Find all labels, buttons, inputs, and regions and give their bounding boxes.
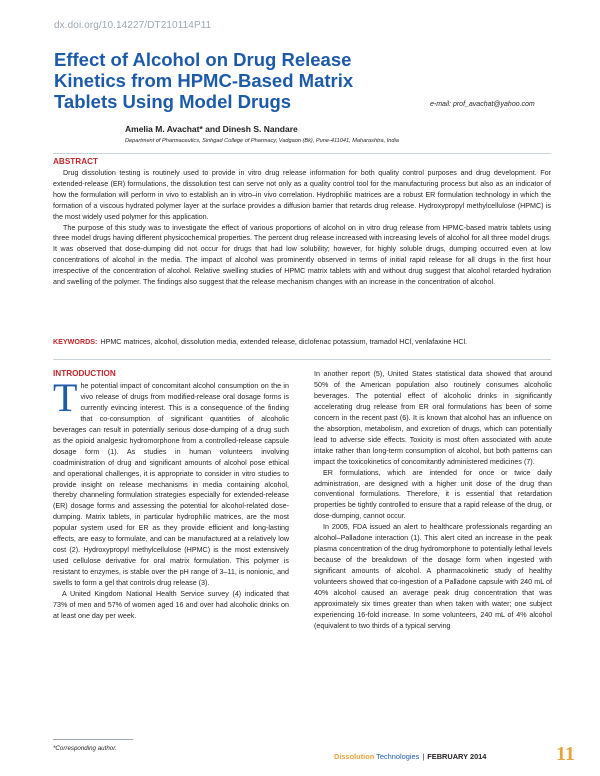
author-list: Amelia M. Avachat* and Dinesh S. Nandare [125,124,298,134]
body-paragraph: In 2005, FDA issued an alert to healthcare professionals regarding an alcohol–Palladone interaction (1). This alert cited an increase in the peak plasma concentration of the drug hydromorphone to potentially lethal levels because of the breakdown of the dosage form when ingested with significant amounts of alcohol. A pharmacokinetic study of healthy volunteers showed that co-ingestion of a Palladone capsule with 240 mL of 40% alcohol caused an average peak drug concentration that was approximately six times greater than when taken with water; one subject experiencing 16-fold increase. In some volunteers, 240 mL of 4% alcohol (equivalent to two thirds of a typical serving [314,523,552,630]
journal-footer: Dissolution Technologies | FEBRUARY 2014 [334,752,487,761]
body-paragraph: The potential impact of concomitant alcohol consumption on the in vivo release of drugs from modified-release oral dosage forms is currently evincing interest. This is a consequence of the finding that co-consumption of significant quantities of alcoholic beverages can result in potentially serious dose-dumping of a drug such as the opioid analgesic hydromorphone from a controlled-release capsule dosage form (1). As studies in human volunteers involving coadministration of drug and significant amounts of alcohol pose ethical and operational challenges, it is appropriate to consider in vitro studies to provide insight on release mechanisms in media containing alcohol, thereby channeling formulation strategies especially for extended-release (ER) dosage forms and assessing the potential for alcohol-related dose-dumping. Matrix tablets, in particular hydrophilic matrices, are the most popular system used for ER as they provide efficient and long-lasting effects, are easy to formulate, and can be manufactured at a relatively low cost (2). Hydroxypropyl methylcellulose (HPMC) is the most extensively used cellulose derivative for oral matrix formulation. This polymer is resistant to enzymes, is stable over the pH range of 3–11, is nonionic, and swells to form a gel that controls drug release (3). [53,374,289,588]
journal-brand: Dissolution [334,752,375,761]
corresponding-email[interactable]: e-mail: prof_avachat@yahoo.com [430,101,535,108]
body-paragraph: In another report (5), United States statistical data showed that around 50% of the American population also routinely consumes alcoholic beverages. The potential effect of alcoholic drinks in significantly accelerating drug release from ER oral formulations has been of some concern in the recent past (6). It is known that alcohol has an influence on the absorption, metabolism, and excretion of drugs, which can potentially lead to adverse side effects. Toxicity is most often associated with acute intake rather than long-term consumption of alcohol, but both patterns can impact the toxicokinetics of concomitantly administered medicines (7). [314,370,552,466]
page-number: 11 [556,743,575,765]
keywords-text: HPMC matrices, alcohol, dissolution media, extended release, diclofenac potassium, tramadol HCl, venlafaxine HCl. [100,338,468,346]
body-paragraph: A United Kingdom National Health Service survey (4) indicated that 73% of men and 57% of women aged 16 and over had alcoholic drinks on at least one day per week. [53,590,289,620]
drop-cap: T [53,374,78,420]
abstract-paragraph: Drug dissolution testing is routinely used to provide in vitro drug release information for both quality control purposes and drug development. For extended-release (ER) formulations, the dissolution test can serve not only as a quality control tool for the manufacturing process but also as an indicator of how the formulation will perform in vivo to establish an in vitro–in vivo correlation. Hydrophilic matrices are a robust ER formulation technology in which the formation of a viscous hydrated polymer layer at the surface provides a diffusion barrier that retards drug release. Hydroxypropyl methylcellulose (HPMC) is the most widely used polymer for this application. [53,169,551,221]
doi-link[interactable]: dx.doi.org/10.14227/DT210114P11 [54,20,212,31]
abstract-heading: ABSTRACT [53,157,99,166]
corresponding-author-footnote: *Corresponding author. [53,745,117,752]
right-column [314,369,552,632]
issue-date: FEBRUARY 2014 [427,752,487,761]
introduction-heading: INTRODUCTION [53,369,116,378]
keywords-line [53,338,551,346]
section-divider [53,359,551,360]
abstract-paragraph: The purpose of this study was to investigate the effect of various proportions of alcohol on in vitro drug release from HPMC-based matrix tablets using three model drugs having different physicochemical properties. The percent drug release increased with increasing levels of alcohol for all three model drugs. It was observed that dose-dumping did not occur for drugs that had low solubility; however, for highly soluble drugs, dumping occurred even at low concentrations of alcohol in the media. The impact of alcohol was prominently observed in terms of initial rapid release for all drugs in the first hour irrespective of the concentration of alcohol. Relative swelling studies of HPMC matrix tablets with and without drug suggest that alcohol retarded hydration and swelling of the polymer. The findings also suggest that the release mechanism changes with an increase in the concentration of alcohol. [53,223,551,287]
article-title: Effect of Alcohol on Drug Release Kinetics from HPMC-Based Matrix Tablets Using Model Drugs [54,49,354,112]
journal-brand-rest: Technologies [376,752,420,761]
footnote-divider [53,739,133,740]
keywords-label: KEYWORDS: [53,338,98,346]
body-paragraph: ER formulations, which are intended for once or twice daily administration, are designed with a higher unit dose of the drug than conventional formulations. Therefore, it is essential that retardation properties be tightly controlled to ensure that a rapid release of the drug, or dose-dumping, cannot occur. [314,468,552,521]
abstract-body [53,168,551,288]
left-column [53,369,289,622]
top-divider [53,153,551,154]
author-affiliation: Department of Pharmaceutics, Sinhgad College of Pharmacy, Vadgaon (Bk), Pune-411041, Maharashtra, India [125,138,399,144]
